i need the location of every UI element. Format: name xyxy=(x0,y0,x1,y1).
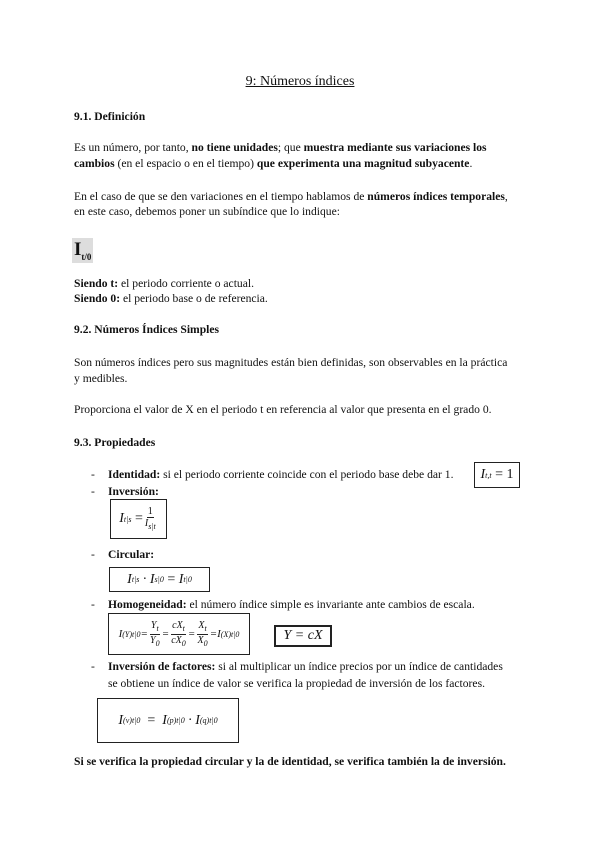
property-identidad xyxy=(108,468,453,481)
text-bold: números índices temporales xyxy=(367,190,505,203)
formula-text: = xyxy=(147,712,156,728)
conclusion: Si se verifica la propiedad circular y la de identidad, se verifica también la de inversión. xyxy=(74,755,506,768)
formula-inversion: I t|s = $\frac{1}{I_{s|t}}$ xyxy=(110,499,167,539)
formula-scale: Y = cX xyxy=(274,625,332,647)
section-heading-propiedades: 9.3. Propiedades xyxy=(74,436,156,449)
paragraph-proporciona: Proporciona el valor de X en el periodo t en referencia al valor que presenta en el grado 0. xyxy=(74,403,492,416)
formula-identidad: I t,t = 1 xyxy=(474,462,520,488)
property-inversion xyxy=(108,485,159,498)
text: el número índice simple es invariante ante cambios de escala. xyxy=(186,598,475,611)
text: (en el espacio o en el tiempo) xyxy=(114,157,257,170)
symbol-sub: t/0 xyxy=(81,251,92,262)
label: Inversión de factores: xyxy=(108,660,216,673)
text-bold: muestra mediante sus variaciones los xyxy=(303,141,487,154)
paragraph-temporal-line1 xyxy=(74,190,508,203)
text: En el caso de que se den variaciones en el tiempo hablamos de xyxy=(74,190,368,203)
formula-circular: I t|s · I s|0 = I t|0 xyxy=(109,567,210,592)
label: Inversión: xyxy=(108,485,159,498)
index-symbol xyxy=(72,238,93,263)
formula-text: = xyxy=(167,571,176,587)
formula-text: 1 xyxy=(147,506,153,517)
label: Homogeneidad: xyxy=(108,598,187,611)
text: ; que xyxy=(277,141,304,154)
text: si el periodo corriente coincide con el periodo base debe dar 1. xyxy=(160,468,454,481)
bullet-dash: - xyxy=(91,548,95,561)
bullet-dash: - xyxy=(91,660,95,673)
property-homogeneidad xyxy=(108,598,475,611)
bullet-dash: - xyxy=(91,468,95,481)
section-heading-definicion: 9.1. Definición xyxy=(74,110,146,123)
paragraph-definition-line2 xyxy=(74,157,472,170)
property-circular xyxy=(108,548,154,561)
text-bold: que experimenta una magnitud subyacente xyxy=(256,157,470,170)
paragraph-simples-line2: y medibles. xyxy=(74,372,128,385)
paragraph-definition-line1 xyxy=(74,141,487,154)
label: Siendo t: xyxy=(74,277,119,290)
text: el periodo base o de referencia. xyxy=(120,292,268,305)
section-heading-simples: 9.2. Números Índices Simples xyxy=(74,323,220,336)
formula-homogeneidad: I (Y) t|0 = $\frac{Y_t}{Y_0}$ = $\frac{cX_t}{cX_0}$ = $\frac{X_t}{X_0}$ =I (X) t|0 xyxy=(108,613,250,655)
siendo-t xyxy=(74,277,254,290)
text: , xyxy=(504,190,508,203)
property-inversion-factores xyxy=(108,660,503,673)
text: . xyxy=(469,157,473,170)
paragraph-temporal-line2: en este caso, debemos poner un subíndice que lo indique: xyxy=(74,205,340,218)
siendo-0 xyxy=(74,292,268,305)
page-title: 9: Números índices xyxy=(245,74,355,89)
bullet-dash: - xyxy=(91,598,95,611)
text-bold: no tiene unidades xyxy=(191,141,278,154)
property-inversion-factores-line2: se obtiene un índice de valor se verifica la propiedad de inversión de los factores. xyxy=(108,677,485,690)
paragraph-simples-line1: Son números índices pero sus magnitudes están bien definidas, son observables en la práctica xyxy=(74,356,508,369)
label: Siendo 0: xyxy=(74,292,121,305)
text: el periodo corriente o actual. xyxy=(118,277,254,290)
formula-text: = 1 xyxy=(495,467,514,482)
symbol-main: I xyxy=(74,239,82,260)
text: Es un número, por tanto, xyxy=(74,141,192,154)
formula-factores: I (v) t|0 = I (p) t|0 · I (q) t|0 xyxy=(97,698,239,743)
label: Identidad: xyxy=(108,468,161,481)
text: si al multiplicar un índice precios por un índice de cantidades xyxy=(215,660,503,673)
label: Circular: xyxy=(108,548,155,561)
text-bold: cambios xyxy=(74,157,115,170)
bullet-dash: - xyxy=(91,485,95,498)
